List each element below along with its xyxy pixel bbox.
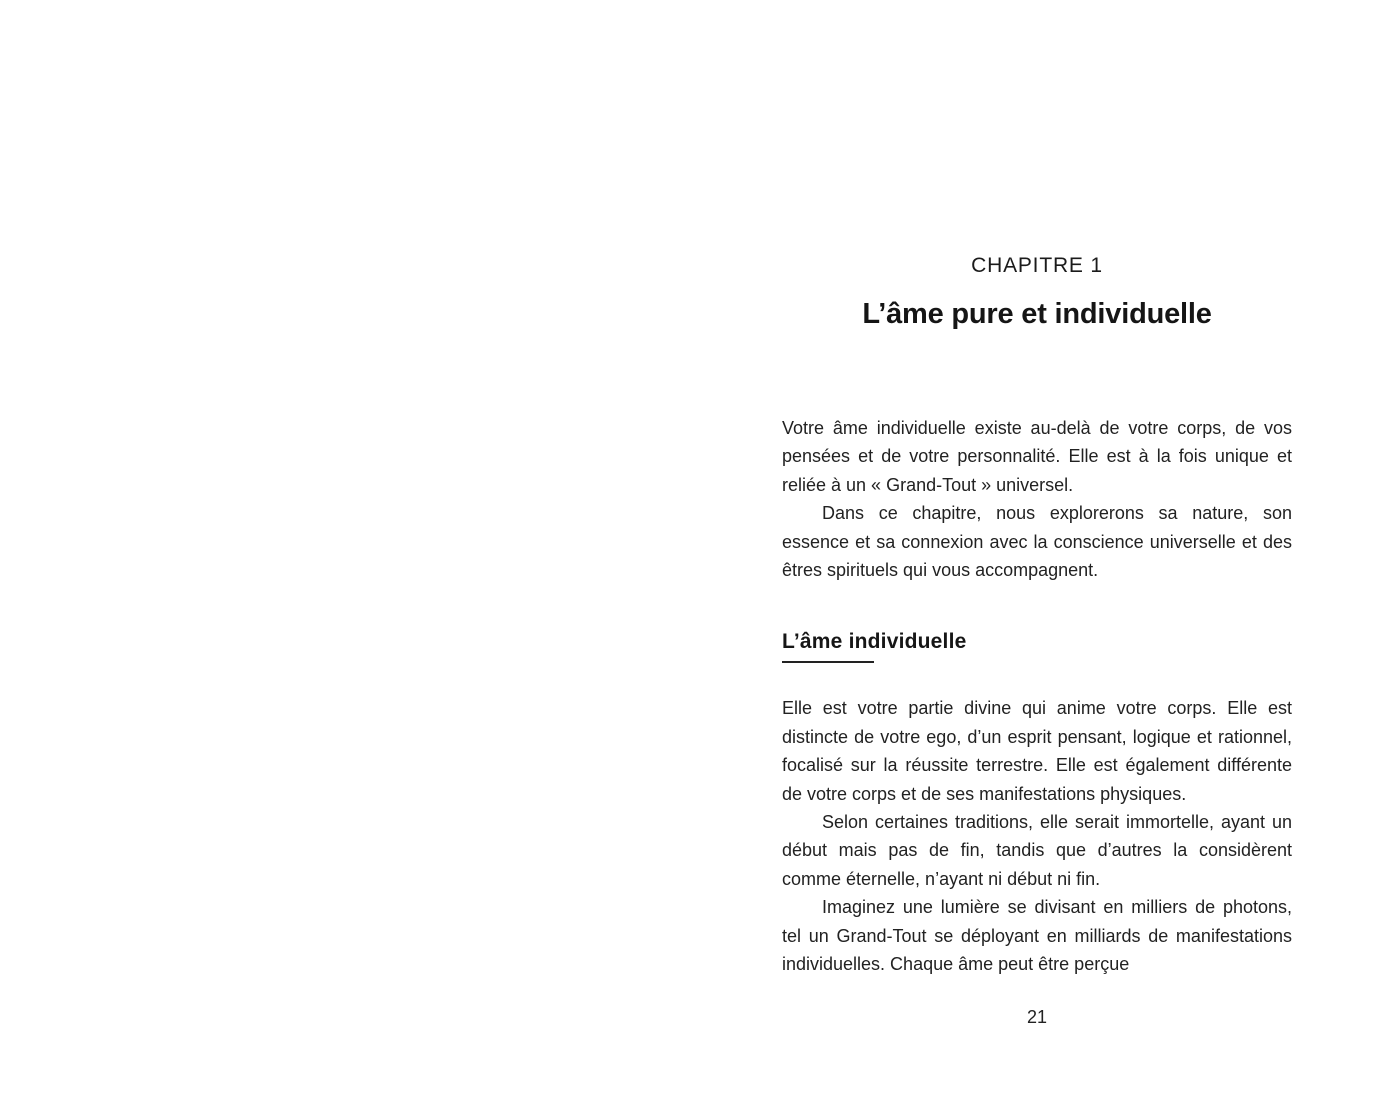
paragraph: Votre âme individuelle existe au-delà de votre corps, de vos pensées et de votre personnalité. Elle est à la fois unique et reliée à un « Grand-Tout » universel.: [782, 418, 1292, 495]
section-paragraphs: [782, 694, 1292, 978]
page-number: 21: [1026, 1006, 1048, 1027]
paragraph: Dans ce chapitre, nous explorerons sa nature, son essence et sa connexion avec la conscience universelle et des êtres spirituels qui vous accompagnent.: [782, 503, 1292, 581]
paragraph: Selon certaines traditions, elle serait immortelle, ayant un début mais pas de fin, tandis que d’autres la considèrent comme éternelle, n’ayant ni début ni fin.: [782, 812, 1292, 889]
paragraph: Elle est votre partie divine qui anime votre corps. Elle est distincte de votre ego, d’un esprit pensant, logique et rationnel, focalisé sur la réussite terrestre. Elle est également différente de votre corps et de ses manifestations physiques.: [782, 698, 1292, 804]
intro-paragraphs: [782, 414, 1292, 584]
section-heading: L’âme individuelle: [782, 630, 967, 654]
heading-underline: [782, 661, 874, 663]
chapter-title: L’âme pure et individuelle: [862, 298, 1212, 330]
text-column: [782, 0, 1292, 1028]
chapter-kicker: CHAPITRE 1: [971, 254, 1103, 277]
paragraph: Imaginez une lumière se divisant en milliers de photons, tel un Grand-Tout se déployant en milliards de manifestations individuelles. Chaque âme peut être perçue: [782, 897, 1292, 975]
section-heading-block: [782, 630, 1292, 663]
